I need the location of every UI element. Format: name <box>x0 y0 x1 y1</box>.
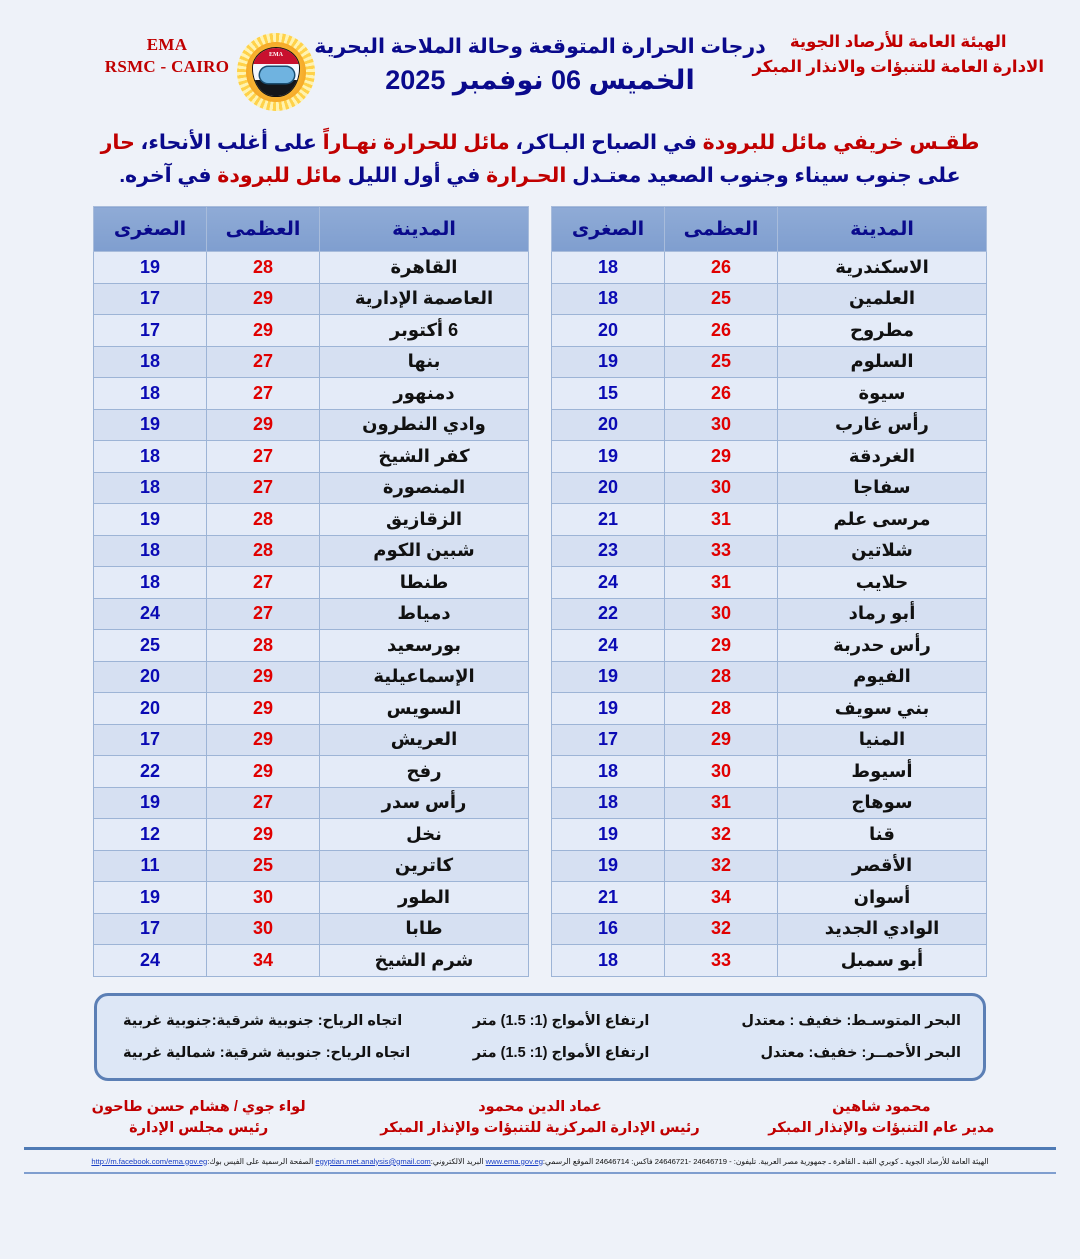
table-row <box>552 409 987 441</box>
table-row <box>552 252 987 284</box>
bulletin-date: الخميس 06 نوفمبر 2025 <box>385 65 695 95</box>
footer-email-label: البريد الالكتروني: <box>430 1156 484 1166</box>
cell-max-temp: 27 <box>207 378 320 410</box>
cell-min-temp: 23 <box>552 535 665 567</box>
table-row <box>552 882 987 914</box>
cell-city: طابا <box>320 913 529 945</box>
table-row <box>94 441 529 473</box>
cell-city: سوهاج <box>778 787 987 819</box>
signatory-name: عماد الدين محمود <box>478 1098 602 1115</box>
cell-city: العلمين <box>778 283 987 315</box>
table-row <box>552 598 987 630</box>
table-body-left <box>552 252 987 977</box>
cell-min-temp: 19 <box>552 693 665 725</box>
cell-max-temp: 29 <box>665 630 778 662</box>
column-header-city: المدينة <box>778 207 987 252</box>
cell-min-temp: 17 <box>94 283 207 315</box>
table-body-right <box>94 252 529 977</box>
page-footer <box>26 1155 1054 1168</box>
table-row <box>552 315 987 347</box>
cell-min-temp: 18 <box>552 252 665 284</box>
cell-max-temp: 27 <box>207 598 320 630</box>
table-row <box>552 756 987 788</box>
cell-min-temp: 19 <box>94 787 207 819</box>
signature-block <box>28 1097 1052 1139</box>
cell-max-temp: 29 <box>665 724 778 756</box>
summary-seg-7: الحـرارة <box>486 164 567 187</box>
cell-max-temp: 29 <box>207 315 320 347</box>
table-row <box>552 693 987 725</box>
table-row <box>552 850 987 882</box>
cell-min-temp: 18 <box>94 472 207 504</box>
cell-min-temp: 16 <box>552 913 665 945</box>
cell-city: كفر الشيخ <box>320 441 529 473</box>
summary-seg-9: مائل للبرودة <box>217 164 342 187</box>
cell-city: مرسى علم <box>778 504 987 536</box>
department-name: الادارة العامة للتنبؤات والانذار المبكر <box>752 58 1044 76</box>
cell-max-temp: 25 <box>207 850 320 882</box>
table-row <box>552 378 987 410</box>
cell-min-temp: 22 <box>552 598 665 630</box>
cell-max-temp: 34 <box>207 945 320 977</box>
table-row <box>94 819 529 851</box>
wave-height-value: ارتفاع الأمواج (1: 1.5) متر <box>472 1012 650 1029</box>
table-row <box>94 913 529 945</box>
cell-min-temp: 20 <box>94 693 207 725</box>
cell-max-temp: 31 <box>665 787 778 819</box>
cell-max-temp: 28 <box>665 693 778 725</box>
cell-min-temp: 17 <box>94 724 207 756</box>
cell-min-temp: 22 <box>94 756 207 788</box>
table-row <box>94 945 529 977</box>
cell-city: شلاتين <box>778 535 987 567</box>
table-row <box>552 913 987 945</box>
cell-city: 6 أكتوبر <box>320 315 529 347</box>
summary-seg-3: مائل للحرارة نهـاراً <box>322 131 510 154</box>
cell-city: شبين الكوم <box>320 535 529 567</box>
cell-city: المنيا <box>778 724 987 756</box>
cell-city: مطروح <box>778 315 987 347</box>
table-row <box>94 850 529 882</box>
signature-3 <box>28 1097 369 1139</box>
cell-city: الفيوم <box>778 661 987 693</box>
cell-city: الوادي الجديد <box>778 913 987 945</box>
cell-min-temp: 19 <box>94 882 207 914</box>
cell-max-temp: 32 <box>665 819 778 851</box>
cell-min-temp: 24 <box>94 945 207 977</box>
cell-min-temp: 25 <box>94 630 207 662</box>
table-row <box>552 630 987 662</box>
cell-min-temp: 17 <box>94 315 207 347</box>
cell-city: دمنهور <box>320 378 529 410</box>
cell-max-temp: 28 <box>207 630 320 662</box>
wave-height-value: ارتفاع الأمواج (1: 1.5) متر <box>472 1044 650 1061</box>
table-row <box>552 283 987 315</box>
cell-max-temp: 27 <box>207 472 320 504</box>
table-row <box>94 598 529 630</box>
cell-min-temp: 19 <box>94 252 207 284</box>
cell-max-temp: 29 <box>207 283 320 315</box>
cell-max-temp: 27 <box>207 441 320 473</box>
temperature-tables <box>0 206 1080 977</box>
cell-city: المنصورة <box>320 472 529 504</box>
cell-min-temp: 21 <box>552 504 665 536</box>
cell-max-temp: 27 <box>207 567 320 599</box>
cell-max-temp: 27 <box>207 346 320 378</box>
cell-min-temp: 18 <box>94 378 207 410</box>
footer-site-label: الموقع الرسمي: <box>542 1156 594 1166</box>
cell-min-temp: 18 <box>552 945 665 977</box>
signature-2 <box>369 1097 710 1139</box>
table-row <box>552 346 987 378</box>
cell-city: حلايب <box>778 567 987 599</box>
cell-max-temp: 33 <box>665 535 778 567</box>
summary-seg-5: حار <box>100 131 135 154</box>
cell-city: أسيوط <box>778 756 987 788</box>
cell-city: أبو سمبل <box>778 945 987 977</box>
rsmc-cairo-label: RSMC - CAIRO <box>104 57 230 76</box>
sea-condition-label: البحر الأحمــر: خفيف: معتدل <box>760 1044 961 1061</box>
cell-min-temp: 17 <box>552 724 665 756</box>
summary-seg-2: في الصباح البـاكر، <box>509 131 703 154</box>
footer-divider <box>24 1172 1056 1174</box>
cell-max-temp: 34 <box>665 882 778 914</box>
cell-city: الأقصر <box>778 850 987 882</box>
cell-max-temp: 27 <box>207 787 320 819</box>
cell-max-temp: 26 <box>665 378 778 410</box>
cell-city: كاترين <box>320 850 529 882</box>
cell-min-temp: 20 <box>552 409 665 441</box>
cell-min-temp: 19 <box>552 441 665 473</box>
cell-min-temp: 20 <box>552 315 665 347</box>
cell-max-temp: 25 <box>665 346 778 378</box>
cell-city: دمياط <box>320 598 529 630</box>
cell-max-temp: 26 <box>665 315 778 347</box>
cell-city: الغردقة <box>778 441 987 473</box>
cell-max-temp: 29 <box>207 693 320 725</box>
cell-city: بورسعيد <box>320 630 529 662</box>
table-row <box>94 472 529 504</box>
table-row <box>94 378 529 410</box>
cell-city: السلوم <box>778 346 987 378</box>
cell-min-temp: 19 <box>552 819 665 851</box>
wind-direction-value: اتجاه الرياح: جنوبية شرقية: شمالية غربية <box>123 1044 411 1061</box>
table-row <box>94 661 529 693</box>
cell-city: السويس <box>320 693 529 725</box>
cell-min-temp: 18 <box>552 787 665 819</box>
cell-city: الإسماعيلية <box>320 661 529 693</box>
cell-min-temp: 19 <box>94 409 207 441</box>
cell-city: طنطا <box>320 567 529 599</box>
table-row <box>94 630 529 662</box>
cell-min-temp: 18 <box>94 346 207 378</box>
authority-name: الهيئة العامة للأرصاد الجوية <box>789 33 1007 51</box>
table-header-row <box>94 207 529 252</box>
table-row <box>94 787 529 819</box>
column-header-min: الصغرى <box>94 207 207 252</box>
cell-city: شرم الشيخ <box>320 945 529 977</box>
table-row <box>94 252 529 284</box>
cell-max-temp: 30 <box>665 472 778 504</box>
table-row <box>552 787 987 819</box>
cell-min-temp: 11 <box>94 850 207 882</box>
cell-min-temp: 19 <box>94 504 207 536</box>
cell-min-temp: 18 <box>552 283 665 315</box>
cell-min-temp: 24 <box>552 630 665 662</box>
cell-max-temp: 29 <box>207 661 320 693</box>
cell-city: رفح <box>320 756 529 788</box>
temperature-table-left <box>551 206 987 977</box>
cell-city: نخل <box>320 819 529 851</box>
cell-city: رأس غارب <box>778 409 987 441</box>
cell-max-temp: 31 <box>665 504 778 536</box>
cell-max-temp: 29 <box>207 819 320 851</box>
signatory-name: لواء جوي / هشام حسن طاحون <box>91 1098 306 1115</box>
table-row <box>552 724 987 756</box>
signatory-role: رئيس مجلس الإدارة <box>129 1119 269 1136</box>
cell-max-temp: 25 <box>665 283 778 315</box>
cell-max-temp: 28 <box>207 535 320 567</box>
cell-city: سفاجا <box>778 472 987 504</box>
table-row <box>94 315 529 347</box>
summary-seg-4: على أغلب الأنحاء، <box>134 131 323 154</box>
signatory-name: محمود شاهين <box>832 1098 931 1115</box>
cell-max-temp: 29 <box>207 409 320 441</box>
table-row <box>94 724 529 756</box>
table-row <box>552 661 987 693</box>
table-row <box>552 819 987 851</box>
cell-max-temp: 30 <box>207 882 320 914</box>
cell-city: العريش <box>320 724 529 756</box>
table-row <box>552 567 987 599</box>
cell-city: بنها <box>320 346 529 378</box>
column-header-max: العظمى <box>207 207 320 252</box>
ema-abbreviation: EMA <box>146 35 188 54</box>
cell-min-temp: 21 <box>552 882 665 914</box>
table-row <box>552 472 987 504</box>
table-row <box>94 409 529 441</box>
flag-band-red <box>253 48 299 64</box>
forecast-summary <box>80 126 1000 192</box>
cell-min-temp: 18 <box>94 535 207 567</box>
sea-condition-label: البحر المتوسـط: خفيف : معتدل <box>741 1012 961 1029</box>
cell-max-temp: 26 <box>665 252 778 284</box>
table-row <box>94 504 529 536</box>
cell-city: القاهرة <box>320 252 529 284</box>
cell-city: بني سويف <box>778 693 987 725</box>
page-title: درجات الحرارة المتوقعة وحالة الملاحة البحرية <box>314 35 766 58</box>
cell-max-temp: 31 <box>665 567 778 599</box>
footer-email-link[interactable]: egyptian.met.analysis@gmail.com <box>315 1156 431 1166</box>
cell-max-temp: 32 <box>665 850 778 882</box>
footer-website-link[interactable]: www.ema.gov.eg <box>485 1156 543 1166</box>
cloud-icon <box>260 67 294 83</box>
summary-seg-1: طقـس خريفي مائل للبرودة <box>702 131 980 154</box>
cell-min-temp: 18 <box>94 567 207 599</box>
cell-max-temp: 30 <box>665 756 778 788</box>
table-row <box>552 441 987 473</box>
cell-min-temp: 19 <box>552 661 665 693</box>
cell-max-temp: 28 <box>665 661 778 693</box>
cell-min-temp: 24 <box>552 567 665 599</box>
cell-min-temp: 20 <box>94 661 207 693</box>
signature-divider <box>24 1147 1056 1150</box>
table-row <box>94 283 529 315</box>
authority-block <box>752 30 1044 80</box>
cell-city: قنا <box>778 819 987 851</box>
cell-min-temp: 19 <box>552 346 665 378</box>
cell-city: رأس حدربة <box>778 630 987 662</box>
cell-max-temp: 28 <box>207 252 320 284</box>
cell-min-temp: 15 <box>552 378 665 410</box>
table-row <box>94 535 529 567</box>
ema-shield-icon <box>252 47 300 97</box>
footer-address: الهيئة العامة للأرصاد الجوية ـ كوبري القبة ـ القاهرة ـ جمهورية مصر العربية. تليفون: - 24646719 -24646721 فاكس: 24646714 <box>595 1156 989 1166</box>
table-row <box>94 756 529 788</box>
cell-min-temp: 12 <box>94 819 207 851</box>
cell-min-temp: 18 <box>94 441 207 473</box>
cell-city: أبو رماد <box>778 598 987 630</box>
cell-max-temp: 33 <box>665 945 778 977</box>
table-row <box>94 567 529 599</box>
cell-max-temp: 29 <box>665 441 778 473</box>
cell-max-temp: 30 <box>665 598 778 630</box>
table-row <box>94 693 529 725</box>
footer-facebook-link[interactable]: http://m.facebook.com/ema.gov.eg <box>91 1156 208 1166</box>
marine-conditions-box <box>94 993 986 1081</box>
cell-min-temp: 24 <box>94 598 207 630</box>
signature-1 <box>711 1097 1052 1139</box>
summary-seg-10: في آخره. <box>119 164 218 187</box>
table-row <box>552 504 987 536</box>
table-header-row <box>552 207 987 252</box>
summary-seg-8: في أول الليل <box>341 164 487 187</box>
logo-ema-text: EMA <box>269 52 283 58</box>
cell-max-temp: 28 <box>207 504 320 536</box>
cell-max-temp: 30 <box>207 913 320 945</box>
table-row <box>94 346 529 378</box>
cell-city: العاصمة الإدارية <box>320 283 529 315</box>
cell-max-temp: 29 <box>207 756 320 788</box>
summary-seg-6: على جنوب سيناء وجنوب الصعيد معتـدل <box>566 164 961 187</box>
cell-city: وادي النطرون <box>320 409 529 441</box>
cell-min-temp: 18 <box>552 756 665 788</box>
column-header-city: المدينة <box>320 207 529 252</box>
bulletin-title-block <box>300 33 780 98</box>
cell-max-temp: 32 <box>665 913 778 945</box>
cell-city: رأس سدر <box>320 787 529 819</box>
table-row <box>552 945 987 977</box>
cell-city: الزقازيق <box>320 504 529 536</box>
cell-min-temp: 17 <box>94 913 207 945</box>
cell-city: الطور <box>320 882 529 914</box>
signatory-role: مدير عام التنبؤات والإنذار المبكر <box>768 1119 995 1136</box>
cell-max-temp: 29 <box>207 724 320 756</box>
footer-facebook-label: الصفحة الرسمية على الفيس بوك: <box>207 1156 314 1166</box>
page-header <box>0 0 1080 122</box>
cell-min-temp: 19 <box>552 850 665 882</box>
cell-min-temp: 20 <box>552 472 665 504</box>
column-header-min: الصغرى <box>552 207 665 252</box>
temperature-table-right <box>93 206 529 977</box>
wind-direction-value: اتجاه الرياح: جنوبية شرقية:جنوبية غربية <box>123 1012 403 1029</box>
column-header-max: العظمى <box>665 207 778 252</box>
cell-city: سيوة <box>778 378 987 410</box>
cell-city: أسوان <box>778 882 987 914</box>
table-row <box>552 535 987 567</box>
cell-max-temp: 30 <box>665 409 778 441</box>
marine-row-mediterranean <box>113 1005 967 1037</box>
marine-row-red-sea <box>113 1037 967 1069</box>
table-row <box>94 882 529 914</box>
signatory-role: رئيس الإدارة المركزية للتنبؤات والإنذار المبكر <box>380 1119 700 1136</box>
cell-city: الاسكندرية <box>778 252 987 284</box>
